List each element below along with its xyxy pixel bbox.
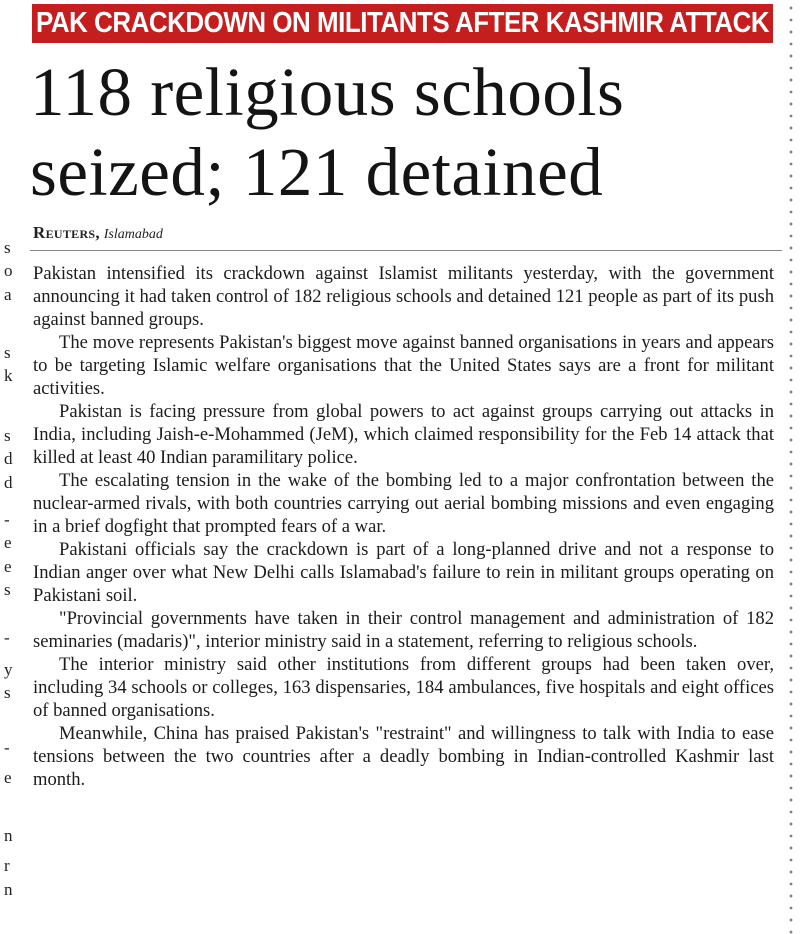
article-paragraph: The interior ministry said other institutions from different groups had been taken over, including 34 schools or colleges, 163 dispensaries, 184 ambulances, five hospitals and eight offices of banned organisations.: [33, 654, 774, 721]
byline-agency: Reuters,: [33, 223, 100, 242]
byline-place: Islamabad: [103, 227, 163, 242]
headline: [30, 52, 790, 212]
headline-line-2: seized; 121 detained: [30, 134, 604, 210]
fragment-glyph: e: [4, 768, 12, 787]
article-paragraph: "Provincial governments have taken in their control management and administration of 182 seminaries (madaris)", interior ministry said in a statement, referring to religious schools.: [33, 608, 774, 652]
kicker-banner: [32, 4, 773, 43]
byline-rule: [30, 250, 782, 251]
fragment-glyph: s: [4, 683, 11, 702]
fragment-glyph: k: [4, 366, 13, 385]
fragment-glyph: y: [4, 660, 13, 679]
fragment-glyph: s: [4, 238, 11, 257]
fragment-glyph: d: [4, 449, 13, 468]
fragment-glyph: s: [4, 580, 11, 599]
headline-line-1: 118 religious schools: [30, 54, 625, 130]
kicker-text: PAK CRACKDOWN ON MILITANTS AFTER KASHMIR ATTACK: [35, 7, 770, 39]
fragment-glyph: s: [4, 343, 11, 362]
article-body: [33, 262, 774, 791]
fragment-glyph: n: [4, 826, 13, 845]
fragment-glyph: e: [4, 533, 12, 552]
article-paragraph: Pakistan intensified its crackdown against Islamist militants yesterday, with the government announcing it had taken control of 182 religious schools and detained 121 people as part of its push against banned groups.: [33, 263, 774, 330]
article-paragraph: Pakistani officials say the crackdown is part of a long-planned drive and not a response to Indian anger over what New Delhi calls Islamabad's failure to rein in militant groups operating on Pakistani soil.: [33, 539, 774, 606]
fragment-glyph: e: [4, 557, 12, 576]
byline: [33, 223, 163, 243]
fragment-glyph: -: [4, 628, 10, 647]
article-paragraph: Meanwhile, China has praised Pakistan's "restraint" and willingness to talk with India to ease tensions between the two countries after a deadly bombing in Indian-controlled Kashmir last month.: [33, 723, 774, 790]
fragment-glyph: -: [4, 738, 10, 757]
article-paragraph: Pakistan is facing pressure from global powers to act against groups carrying out attacks in India, including Jaish-e-Mohammed (JeM), which claimed responsibility for the Feb 14 attack that killed at least 40 Indian paramilitary police.: [33, 401, 774, 468]
fragment-glyph: -: [4, 510, 10, 529]
fragment-glyph: s: [4, 426, 11, 445]
article-paragraph: The escalating tension in the wake of the bombing led to a major confrontation between the nuclear-armed rivals, with both countries carrying out aerial bombing missions and even engaging in a brief dogfight that prompted fears of a war.: [33, 470, 774, 537]
fragment-glyph: o: [4, 261, 13, 280]
article-paragraph: The move represents Pakistan's biggest move against banned organisations in years and appears to be targeting Islamic welfare organisations that the United States says are a front for militant activities.: [33, 332, 774, 399]
fragment-glyph: r: [4, 856, 10, 875]
fragment-glyph: a: [4, 285, 12, 304]
fragment-glyph: d: [4, 473, 13, 492]
fragment-glyph: n: [4, 880, 13, 899]
